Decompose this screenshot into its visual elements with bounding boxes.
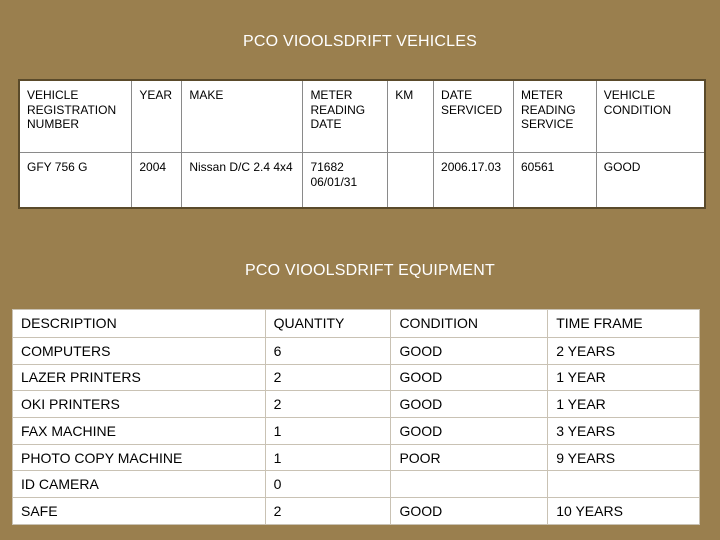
header-cell: CONDITION [391, 310, 548, 338]
table-cell: 2004 [132, 153, 182, 209]
table-cell: 2 [265, 391, 391, 418]
header-cell: MAKE [182, 80, 303, 153]
table-cell: 2 [265, 364, 391, 391]
table-cell: 71682 06/01/31 [303, 153, 388, 209]
header-cell: DESCRIPTION [13, 310, 266, 338]
table-cell: 60561 [513, 153, 596, 209]
table-cell [391, 471, 548, 498]
footer-initials: NC [350, 508, 369, 523]
table-row [13, 391, 700, 418]
header-cell: QUANTITY [265, 310, 391, 338]
table-cell: COMPUTERS [13, 337, 266, 364]
table-cell: Nissan D/C 2.4 4x4 [182, 153, 303, 209]
table-cell: GOOD [391, 498, 548, 525]
header-cell: TIME FRAME [548, 310, 700, 338]
table-row [13, 337, 700, 364]
table-cell [388, 153, 434, 209]
table-cell: SAFE [13, 498, 266, 525]
vehicles-table [18, 79, 706, 209]
table-cell: 2006.17.03 [434, 153, 514, 209]
table-cell: ID CAMERA [13, 471, 266, 498]
vehicles-header-row [19, 80, 705, 153]
table-cell: 2 [265, 498, 391, 525]
header-cell: METER READING SERVICE [513, 80, 596, 153]
table-cell: 3 YEARS [548, 418, 700, 445]
table-cell: 1 [265, 444, 391, 471]
table-cell: GFY 756 G [19, 153, 132, 209]
table-cell: POOR [391, 444, 548, 471]
table-cell: 6 [265, 337, 391, 364]
equipment-header-row [13, 310, 700, 338]
table-cell: 1 YEAR [548, 391, 700, 418]
header-cell: VEHICLE REGISTRATION NUMBER [19, 80, 132, 153]
equipment-table [12, 309, 700, 525]
header-cell: YEAR [132, 80, 182, 153]
table-cell: LAZER PRINTERS [13, 364, 266, 391]
table-cell: 2 YEARS [548, 337, 700, 364]
table-row [13, 444, 700, 471]
header-cell: DATE SERVICED [434, 80, 514, 153]
equipment-title: PCO VIOOLSDRIFT EQUIPMENT [244, 262, 496, 279]
table-cell: 1 [265, 418, 391, 445]
table-cell: PHOTO COPY MACHINE [13, 444, 266, 471]
header-cell: VEHICLE CONDITION [596, 80, 705, 153]
header-cell: METER READING DATE [303, 80, 388, 153]
vehicles-title: PCO VIOOLSDRIFT VEHICLES [243, 33, 477, 50]
table-cell: GOOD [391, 337, 548, 364]
table-cell: GOOD [596, 153, 705, 209]
table-cell: 1 YEAR [548, 364, 700, 391]
table-row [13, 364, 700, 391]
table-row [13, 471, 700, 498]
page-number: 67 [662, 508, 677, 523]
table-cell: 0 [265, 471, 391, 498]
table-cell: GOOD [391, 364, 548, 391]
table-cell: FAX MACHINE [13, 418, 266, 445]
table-cell: GOOD [391, 418, 548, 445]
header-cell: KM [388, 80, 434, 153]
table-cell: 10 YEARS [548, 498, 700, 525]
table-row [13, 418, 700, 445]
table-cell: GOOD [391, 391, 548, 418]
table-row [19, 153, 705, 209]
table-cell: OKI PRINTERS [13, 391, 266, 418]
table-cell [548, 471, 700, 498]
table-cell: 9 YEARS [548, 444, 700, 471]
